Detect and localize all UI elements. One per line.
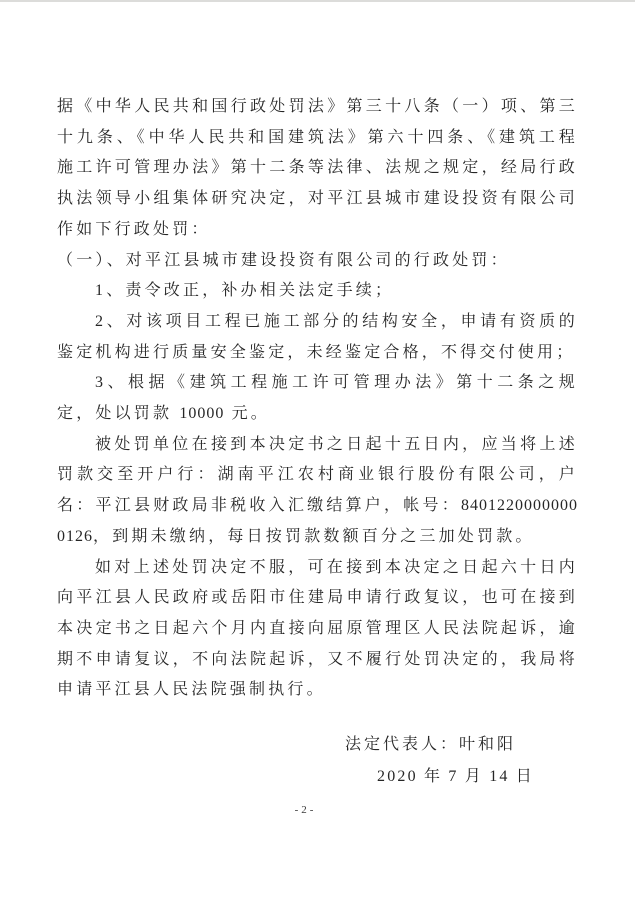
bank-account-number: 84012200000000126 bbox=[57, 497, 578, 545]
payment-instructions-text: 被处罚单位在接到本决定书之日起十五日内，应当将上述罚款交至开户行：湖南平江农村商业银行股份有限公司，户名：平江县财政局非税收入汇缴结算户，帐号： bbox=[57, 435, 578, 515]
paragraph-penalty-heading: （一）、对平江县城市建设投资有限公司的行政处罚： bbox=[57, 251, 510, 269]
signature-block bbox=[57, 729, 578, 793]
paragraph-penalty-item-3 bbox=[57, 368, 578, 429]
payment-instructions-suffix: ，到期未缴纳，每日按罚款数额百分之三加处罚款。 bbox=[93, 527, 535, 545]
paragraph-penalty-item-1: 1、责令改正，补办相关法定手续； bbox=[95, 282, 395, 300]
legal-representative-line: 法定代表人：叶和阳 bbox=[345, 736, 517, 753]
paragraph-legal-basis: 据《中华人民共和国行政处罚法》第三十八条（一）项、第三十九条、《中华人民共和国建筑法》第六十四条、《建筑工程施工许可管理办法》第十二条等法律、法规之规定，经局行政执法领导小组集体研究决定，对平江县城市建设投资有限公司作如下行政处罚： bbox=[57, 98, 578, 238]
page-number-footer: -2- bbox=[294, 804, 317, 816]
penalty-item-3-suffix: 元。 bbox=[224, 405, 271, 423]
penalty-item-3-text: 3、根据《建筑工程施工许可管理办法》第十二条之规定，处以罚款 bbox=[57, 374, 578, 423]
document-body-text bbox=[57, 92, 578, 706]
paragraph-appeal-rights: 如对上述处罚决定不服，可在接到本决定之日起六十日内向平江县人民政府或岳阳市住建局申请行政复议，也可在接到本决定书之日起六个月内直接向屈原管理区人民法院起诉，逾期不申请复议，不向法院起诉，又不履行处罚决定的，我局将申请平江县人民法院强制执行。 bbox=[57, 558, 578, 699]
fine-amount: 10000 bbox=[179, 405, 225, 423]
scan-top-edge bbox=[0, 0, 635, 2]
paragraph-payment-instructions bbox=[57, 430, 578, 553]
date-line: 2020 年 7 月 14 日 bbox=[377, 768, 535, 785]
paragraph-penalty-item-2: 2、对该项目工程已施工部分的结构安全，申请有资质的鉴定机构进行质量安全鉴定，未经鉴定合格，不得交付使用； bbox=[57, 312, 578, 361]
